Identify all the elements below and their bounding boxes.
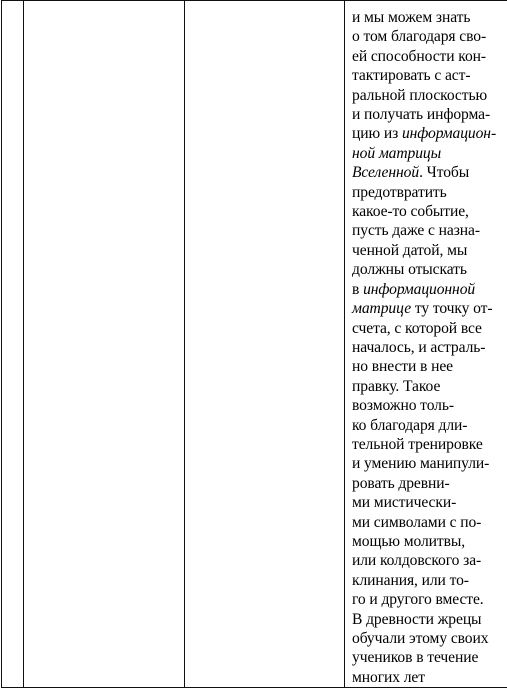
text-fragment: началось, и астраль- [352,339,485,356]
text-fragment: В древности жрецы [352,611,481,628]
text-line [352,668,504,687]
italic-term: ной матрицы [352,145,441,162]
text-line [352,610,504,629]
text-line [352,319,504,338]
text-line [352,629,504,648]
text-line [352,66,504,85]
text-fragment: и мы можем знать [352,9,470,26]
text-line [352,8,504,27]
text-line [352,396,504,415]
text-line [352,202,504,221]
text-fragment: обучали этому своих [352,630,488,647]
text-fragment: . Чтобы [419,164,469,181]
text-fragment: ровать древни- [352,475,450,492]
text-line [352,454,504,473]
text-line [352,105,504,124]
text-fragment: ми мистически- [352,494,456,511]
text-line [352,144,504,163]
italic-term: Вселенной [352,164,419,181]
text-line [352,338,504,357]
text-fragment: ми символами с по- [352,514,481,531]
text-line [352,377,504,396]
text-fragment: правку. Такое [352,378,440,395]
text-line [352,260,504,279]
table-cell-empty-1 [24,1,185,688]
italic-term: матрице [352,300,411,317]
italic-term: информационной [363,281,475,298]
text-line [352,590,504,609]
text-fragment: в [352,281,363,298]
text-fragment: и умению манипули- [352,455,489,472]
document-table [1,0,507,688]
text-fragment: ту точку от- [411,300,492,317]
text-fragment: о том благодаря сво- [352,28,486,45]
text-fragment: го и другого вместе. [352,591,484,608]
text-line [352,435,504,454]
text-fragment: тельной тренировке [352,436,483,453]
text-line [352,27,504,46]
text-line [352,648,504,667]
text-line [352,551,504,570]
text-fragment: многих лет [352,669,425,686]
text-line [352,474,504,493]
text-fragment: возможно толь- [352,397,454,414]
table-cell-paragraph [345,1,507,687]
table-cell-text [345,1,507,688]
text-fragment: или колдовского за- [352,552,481,569]
text-fragment: пусть даже с назна- [352,222,480,239]
text-line [352,124,504,143]
table-cell-empty-2 [185,1,345,688]
text-fragment: ко благодаря дли- [352,417,467,434]
text-line [352,47,504,66]
text-fragment: цию из [352,125,402,142]
text-line [352,280,504,299]
text-line [352,357,504,376]
table-cell-number [2,1,24,688]
text-fragment: тактировать с аст- [352,67,470,84]
text-line [352,221,504,240]
text-line [352,513,504,532]
text-fragment: ральной плоскостью [352,87,487,104]
text-line [352,163,504,182]
text-fragment: ченной датой, мы [352,242,467,259]
text-fragment: предотвратить [352,184,447,201]
text-fragment: счета, с которой все [352,320,482,337]
text-line [352,532,504,551]
text-line [352,299,504,318]
text-line [352,571,504,590]
text-fragment: какое-то событие, [352,203,469,220]
text-fragment: учеников в течение [352,649,478,666]
text-fragment: ей способности кон- [352,48,486,65]
text-fragment: мощью молитвы, [352,533,465,550]
italic-term: информацион- [402,125,496,142]
text-fragment: клинания, или то- [352,572,469,589]
text-line [352,493,504,512]
text-line [352,241,504,260]
text-line [352,86,504,105]
text-fragment: и получать информа- [352,106,490,123]
text-line [352,416,504,435]
table-row [2,1,507,688]
text-fragment: должны отыскать [352,261,467,278]
text-line [352,183,504,202]
text-fragment: но внести в нее [352,358,453,375]
